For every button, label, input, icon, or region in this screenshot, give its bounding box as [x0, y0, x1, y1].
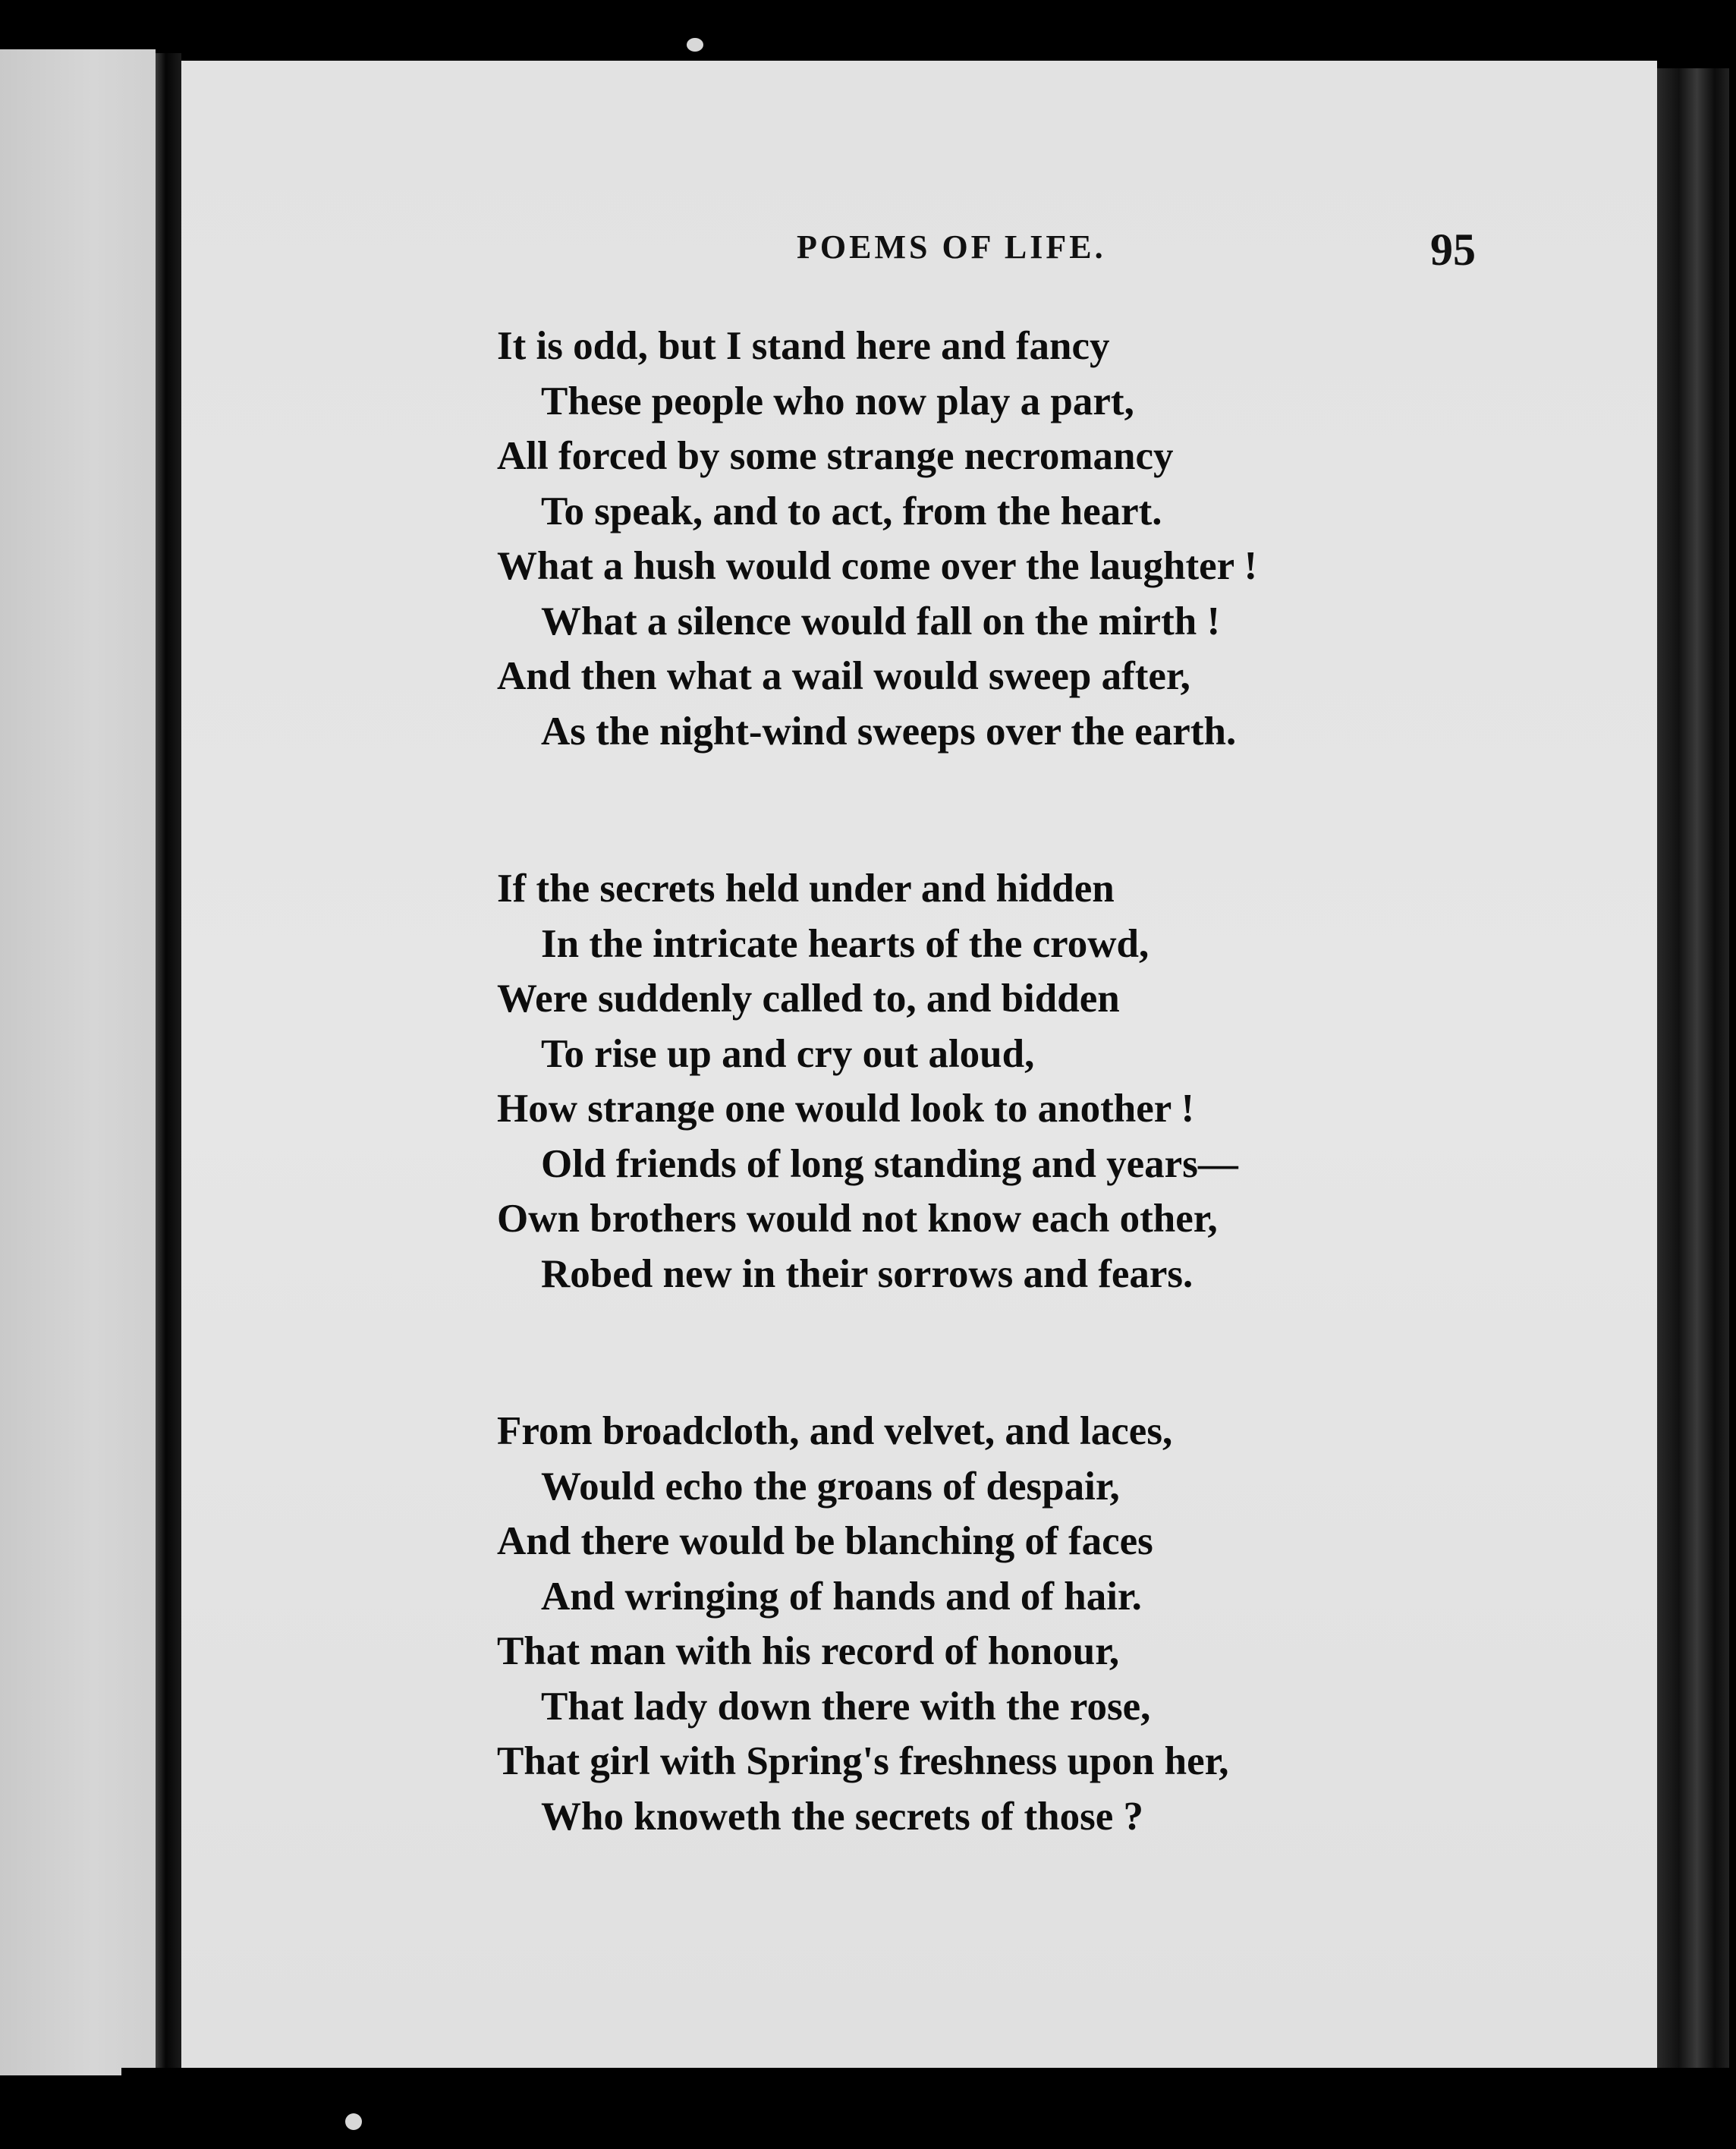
- poem-line: To rise up and cry out aloud,: [541, 1031, 1035, 1076]
- poem-line: What a hush would come over the laughter !: [497, 544, 1258, 588]
- bottom-shadow: [121, 2068, 1736, 2098]
- book-gutter: [156, 53, 181, 2072]
- poem-line: That man with his record of honour,: [497, 1629, 1120, 1673]
- poem-line: Who knoweth the secrets of those ?: [541, 1794, 1143, 1839]
- poem-line: To speak, and to act, from the heart.: [541, 489, 1162, 533]
- poem-text: [497, 319, 1559, 1844]
- scan-speck: [345, 2113, 362, 2130]
- poem-line: These people who now play a part,: [541, 379, 1134, 423]
- page-number: 95: [1430, 225, 1476, 275]
- stanza: [497, 861, 1559, 1301]
- poem-line: Would echo the groans of despair,: [541, 1464, 1120, 1509]
- poem-line: Robed new in their sorrows and fears.: [541, 1251, 1194, 1296]
- poem-line: As the night-wind sweeps over the earth.: [541, 709, 1237, 754]
- stanza: [497, 1404, 1559, 1844]
- poem-line: And then what a wail would sweep after,: [497, 654, 1190, 698]
- running-header: POEMS OF LIFE.: [797, 228, 1106, 266]
- poem-line: That girl with Spring's freshness upon her,: [497, 1739, 1229, 1783]
- stanza: [497, 319, 1559, 759]
- poem-line: What a silence would fall on the mirth !: [541, 599, 1221, 643]
- poem-line: And there would be blanching of faces: [497, 1519, 1153, 1563]
- poem-line: Old friends of long standing and years—: [541, 1141, 1238, 1186]
- poem-line: Own brothers would not know each other,: [497, 1197, 1218, 1241]
- scan-speck: [687, 38, 703, 52]
- page-block-edge: [1657, 68, 1729, 2079]
- poem-line: And wringing of hands and of hair.: [541, 1574, 1142, 1619]
- poem-line: If the secrets held under and hidden: [497, 867, 1115, 911]
- poem-line: All forced by some strange necromancy: [497, 434, 1174, 478]
- poem-line: How strange one would look to another !: [497, 1087, 1195, 1131]
- poem-line: From broadcloth, and velvet, and laces,: [497, 1409, 1173, 1453]
- poem-line: That lady down there with the rose,: [541, 1684, 1151, 1729]
- poem-line: Were suddenly called to, and bidden: [497, 977, 1120, 1021]
- previous-page-edge: [0, 49, 156, 2075]
- poem-line: In the intricate hearts of the crowd,: [541, 921, 1149, 966]
- poem-line: It is odd, but I stand here and fancy: [497, 324, 1110, 368]
